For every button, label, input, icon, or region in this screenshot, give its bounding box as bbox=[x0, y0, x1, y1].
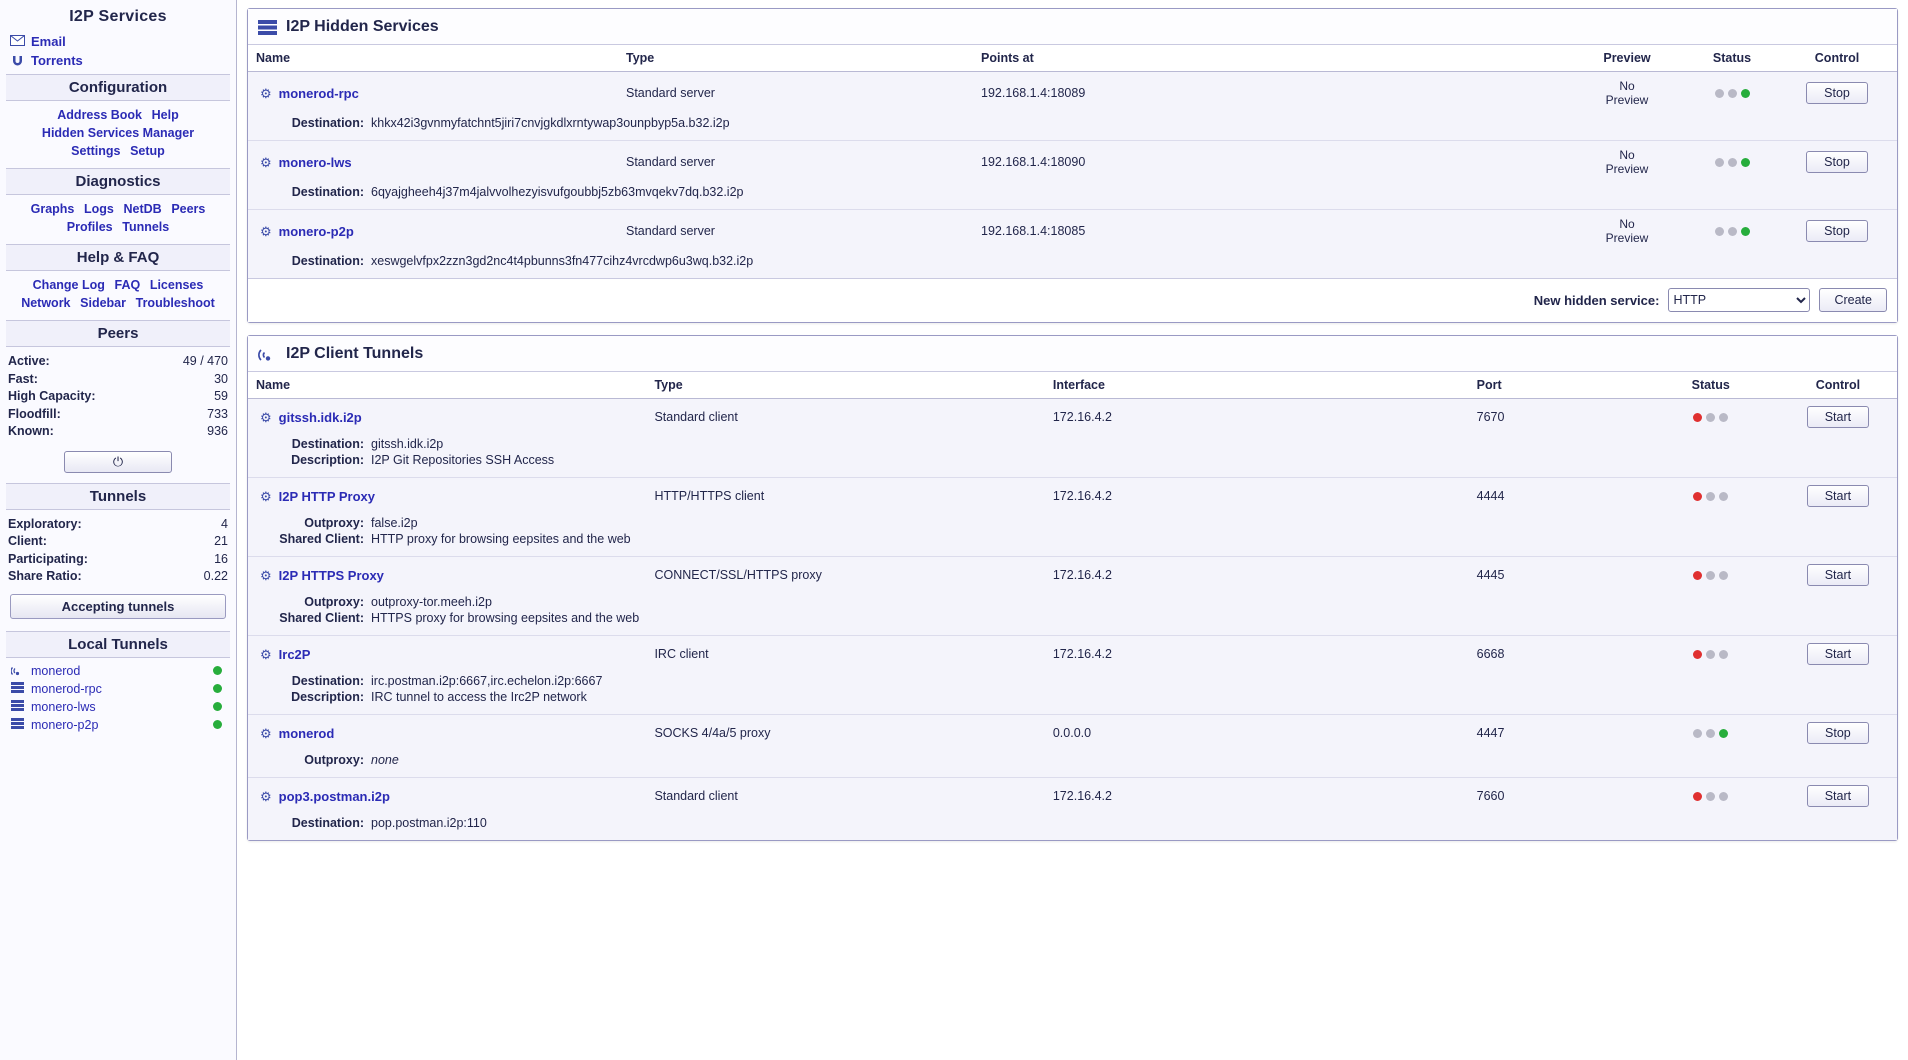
peers-row-fast bbox=[8, 371, 228, 389]
table-row-detail bbox=[248, 814, 1897, 840]
tunnels-stats-table bbox=[0, 514, 236, 588]
hidden-service-points-at: 192.168.1.4:18089 bbox=[973, 72, 1567, 115]
peers-row-known bbox=[8, 423, 228, 441]
status-dot bbox=[213, 684, 222, 693]
client-tunnel-interface: 0.0.0.0 bbox=[1045, 715, 1469, 752]
detail-key: Destination: bbox=[291, 816, 364, 830]
sidebar-heading-help-faq: Help & FAQ bbox=[6, 244, 230, 271]
signal-icon bbox=[258, 346, 277, 362]
tunnels-label-exploratory: Exploratory: bbox=[8, 516, 82, 531]
local-tunnel-monerod-rpc[interactable] bbox=[0, 680, 236, 698]
sidebar-heading-peers: Peers bbox=[6, 320, 230, 347]
client-tunnel-port: 6668 bbox=[1469, 636, 1643, 673]
sidebar-links-diagnostics bbox=[0, 199, 236, 240]
detail-key: Outproxy: bbox=[304, 516, 364, 530]
sidebar-item-troubleshoot[interactable]: Troubleshoot bbox=[135, 296, 215, 310]
power-icon: ⏻ bbox=[112, 453, 124, 469]
hidden-services-header-row bbox=[248, 45, 1897, 72]
sidebar-heading-diagnostics: Diagnostics bbox=[6, 168, 230, 195]
hidden-services-panel bbox=[247, 8, 1898, 323]
sidebar-item-torrents[interactable] bbox=[0, 51, 236, 70]
tunnels-value-exploratory: 4 bbox=[221, 516, 228, 531]
client-tunnel-port: 4445 bbox=[1469, 557, 1643, 594]
local-tunnel-label: monero-lws bbox=[31, 699, 96, 714]
table-row bbox=[248, 141, 1897, 184]
column-header-points-at: Points at bbox=[973, 45, 1567, 72]
detail-value: 6qyajgheeh4j37m4jalvvolhezyisvufgoubbj5zb63mvqekv7dq.b32.i2p bbox=[371, 185, 744, 199]
status-badge bbox=[1643, 399, 1779, 436]
create-button[interactable]: Create bbox=[1819, 288, 1887, 312]
local-tunnel-monerod[interactable] bbox=[0, 662, 236, 680]
hidden-service-name-cell bbox=[248, 141, 618, 184]
detail-value: HTTP proxy for browsing eepsites and the web bbox=[371, 532, 631, 546]
gear-icon[interactable]: ⚙ bbox=[260, 154, 272, 170]
table-row-detail bbox=[248, 672, 1897, 715]
sidebar-item-netdb[interactable]: NetDB bbox=[123, 202, 162, 216]
client-tunnel-type: CONNECT/SSL/HTTPS proxy bbox=[646, 557, 1044, 594]
sidebar-heading-local-tunnels: Local Tunnels bbox=[6, 631, 230, 658]
table-row bbox=[248, 636, 1897, 673]
detail-key: Destination: bbox=[291, 437, 364, 451]
server-icon bbox=[258, 20, 277, 35]
detail-key: Outproxy: bbox=[304, 595, 364, 609]
column-header-status: Status bbox=[1687, 45, 1777, 72]
detail-key: Shared Client: bbox=[279, 532, 364, 546]
detail-key: Description: bbox=[291, 453, 364, 467]
accepting-tunnels-button[interactable]: Accepting tunnels bbox=[10, 594, 226, 619]
client-tunnel-link[interactable]: I2P HTTP Proxy bbox=[278, 488, 375, 504]
sidebar-item-tunnels[interactable]: Tunnels bbox=[122, 220, 170, 234]
table-row bbox=[248, 778, 1897, 815]
tunnels-label-participating: Participating: bbox=[8, 551, 88, 566]
detail-value: khkx42i3gvnmyfatchnt5jiri7cnvjgkdlxrntywap3ounpbyp5a.b32.i2p bbox=[371, 116, 730, 130]
start-button[interactable]: Start bbox=[1807, 785, 1869, 807]
server-icon bbox=[10, 700, 25, 713]
magnet-icon bbox=[10, 54, 25, 67]
peers-label-high-capacity: High Capacity: bbox=[8, 389, 96, 403]
detail-value: xeswgelvfpx2zzn3gd2nc4t4pbunns3fn477cihz4vrcdwp6u3wq.b32.i2p bbox=[371, 254, 754, 268]
gear-icon[interactable]: ⚙ bbox=[260, 488, 272, 504]
new-hidden-service-select[interactable] bbox=[1668, 288, 1810, 312]
sidebar-item-graphs[interactable]: Graphs bbox=[30, 202, 75, 216]
client-tunnel-type: SOCKS 4/4a/5 proxy bbox=[646, 715, 1044, 752]
table-row bbox=[248, 399, 1897, 436]
detail-key: Destination: bbox=[291, 185, 364, 199]
detail-value: outproxy-tor.meeh.i2p bbox=[371, 595, 492, 609]
start-button[interactable]: Start bbox=[1807, 564, 1869, 586]
peers-row-floodfill bbox=[8, 406, 228, 424]
peers-row-active bbox=[8, 353, 228, 371]
column-header-control: Control bbox=[1779, 372, 1897, 399]
status-badge bbox=[1643, 478, 1779, 515]
stop-button[interactable]: Stop bbox=[1806, 82, 1868, 104]
client-tunnel-link[interactable]: monerod bbox=[278, 725, 335, 741]
detail-key: Destination: bbox=[291, 674, 364, 688]
table-row-detail bbox=[248, 183, 1897, 210]
table-row bbox=[248, 478, 1897, 515]
column-header-control: Control bbox=[1777, 45, 1897, 72]
sidebar-heading-configuration: Configuration bbox=[6, 74, 230, 101]
detail-value: HTTPS proxy for browsing eepsites and the web bbox=[371, 611, 640, 625]
status-dot bbox=[213, 720, 222, 729]
table-row bbox=[248, 557, 1897, 594]
client-tunnels-header-row bbox=[248, 372, 1897, 399]
peers-label-fast: Fast: bbox=[8, 371, 38, 386]
server-icon bbox=[10, 718, 25, 731]
peers-row-high-capacity bbox=[8, 388, 228, 406]
new-hidden-service-bar bbox=[248, 278, 1897, 322]
status-badge bbox=[1643, 715, 1779, 752]
client-tunnel-link[interactable]: I2P HTTPS Proxy bbox=[278, 567, 384, 583]
column-header-interface: Interface bbox=[1045, 372, 1469, 399]
local-tunnel-label: monerod-rpc bbox=[31, 681, 102, 696]
table-row bbox=[248, 210, 1897, 253]
gear-icon[interactable]: ⚙ bbox=[260, 567, 272, 583]
stop-button[interactable]: Stop bbox=[1807, 722, 1869, 744]
tunnels-row-client bbox=[8, 533, 228, 551]
status-badge bbox=[1643, 557, 1779, 594]
client-tunnel-interface: 172.16.4.2 bbox=[1045, 636, 1469, 673]
detail-value: I2P Git Repositories SSH Access bbox=[371, 453, 555, 467]
detail-value: IRC tunnel to access the Irc2P network bbox=[371, 690, 587, 704]
hidden-service-preview: No Preview bbox=[1567, 141, 1687, 184]
client-tunnel-port: 4444 bbox=[1469, 478, 1643, 515]
gear-icon[interactable]: ⚙ bbox=[260, 409, 272, 425]
sidebar-links-configuration bbox=[0, 105, 236, 164]
peers-value-floodfill: 733 bbox=[207, 406, 228, 421]
detail-value: gitssh.idk.i2p bbox=[371, 437, 444, 451]
sidebar-item-network[interactable]: Network bbox=[21, 296, 71, 310]
local-tunnel-label: monerod bbox=[31, 663, 81, 678]
detail-key: Shared Client: bbox=[279, 611, 364, 625]
table-row-detail bbox=[248, 751, 1897, 778]
client-tunnel-port: 4447 bbox=[1469, 715, 1643, 752]
column-header-port: Port bbox=[1469, 372, 1643, 399]
column-header-name: Name bbox=[248, 45, 618, 72]
hidden-service-link[interactable]: monerod-rpc bbox=[278, 85, 359, 101]
sidebar-item-logs[interactable]: Logs bbox=[84, 202, 114, 216]
tunnels-row-participating bbox=[8, 551, 228, 569]
sidebar-title: I2P Services bbox=[69, 8, 167, 25]
hidden-service-preview: No Preview bbox=[1567, 210, 1687, 253]
status-dot bbox=[213, 666, 222, 675]
local-tunnel-monero-p2p[interactable] bbox=[0, 716, 236, 734]
peers-stats-table bbox=[0, 351, 236, 443]
client-tunnel-port: 7660 bbox=[1469, 778, 1643, 815]
start-button[interactable]: Start bbox=[1807, 643, 1869, 665]
gear-icon[interactable]: ⚙ bbox=[260, 725, 272, 741]
client-tunnels-table bbox=[248, 372, 1897, 840]
sidebar-item-address-book[interactable]: Address Book bbox=[57, 108, 143, 122]
table-row-detail bbox=[248, 435, 1897, 478]
sidebar-item-licenses[interactable]: Licenses bbox=[149, 278, 204, 292]
sidebar-item-faq[interactable]: FAQ bbox=[114, 278, 141, 292]
detail-key: Destination: bbox=[291, 254, 364, 268]
tunnels-row-exploratory bbox=[8, 516, 228, 534]
power-button-wrap bbox=[0, 443, 236, 479]
client-tunnel-interface: 172.16.4.2 bbox=[1045, 399, 1469, 436]
new-hidden-service-label: New hidden service: bbox=[1533, 292, 1660, 308]
peers-value-known: 936 bbox=[207, 424, 228, 438]
detail-value: none bbox=[371, 753, 399, 767]
tunnels-label-share-ratio: Share Ratio: bbox=[8, 569, 82, 583]
status-badge bbox=[1687, 141, 1777, 184]
column-header-status: Status bbox=[1643, 372, 1779, 399]
column-header-type: Type bbox=[618, 45, 973, 72]
hidden-service-link[interactable]: monero-lws bbox=[278, 154, 352, 170]
sidebar-item-help[interactable]: Help bbox=[151, 108, 179, 122]
sidebar-item-change-log[interactable]: Change Log bbox=[32, 278, 105, 292]
peers-label-active: Active: bbox=[8, 354, 50, 368]
hidden-service-name-cell bbox=[248, 72, 618, 115]
table-row-detail bbox=[248, 114, 1897, 141]
client-tunnel-link[interactable]: Irc2P bbox=[278, 646, 311, 662]
start-button[interactable]: Start bbox=[1807, 485, 1869, 507]
client-tunnels-header bbox=[248, 336, 1897, 372]
stop-button[interactable]: Stop bbox=[1806, 220, 1868, 242]
sidebar-item-sidebar[interactable]: Sidebar bbox=[80, 296, 126, 310]
sidebar-link-email[interactable]: Email bbox=[31, 34, 66, 49]
hidden-service-preview: No Preview bbox=[1567, 72, 1687, 115]
detail-key: Destination: bbox=[291, 116, 364, 130]
hidden-service-name-cell bbox=[248, 210, 618, 253]
hidden-services-title: I2P Hidden Services bbox=[286, 18, 439, 35]
detail-key: Description: bbox=[291, 690, 364, 704]
peers-label-known: Known: bbox=[8, 424, 54, 438]
sidebar-item-profiles[interactable]: Profiles bbox=[66, 220, 113, 234]
client-tunnel-port: 7670 bbox=[1469, 399, 1643, 436]
server-icon bbox=[10, 682, 25, 695]
power-button[interactable] bbox=[64, 451, 172, 473]
hidden-services-header bbox=[248, 9, 1897, 45]
gear-icon[interactable]: ⚙ bbox=[260, 788, 272, 804]
sidebar-item-peers[interactable]: Peers bbox=[171, 202, 206, 216]
gear-icon[interactable]: ⚙ bbox=[260, 646, 272, 662]
status-badge bbox=[1643, 636, 1779, 673]
gear-icon[interactable]: ⚙ bbox=[260, 85, 272, 101]
start-button[interactable]: Start bbox=[1807, 406, 1869, 428]
table-row-detail bbox=[248, 514, 1897, 557]
peers-value-active: 49 / 470 bbox=[182, 354, 228, 368]
detail-value: irc.postman.i2p:6667,irc.echelon.i2p:6667 bbox=[371, 674, 603, 688]
table-row bbox=[248, 72, 1897, 115]
column-header-name: Name bbox=[248, 372, 646, 399]
client-tunnel-type: IRC client bbox=[646, 636, 1044, 673]
client-tunnel-type: HTTP/HTTPS client bbox=[646, 478, 1044, 515]
client-tunnel-link[interactable]: pop3.postman.i2p bbox=[278, 788, 390, 804]
sidebar-item-email[interactable] bbox=[0, 32, 236, 51]
mail-icon bbox=[10, 35, 25, 48]
client-tunnel-interface: 172.16.4.2 bbox=[1045, 557, 1469, 594]
client-tunnel-interface: 172.16.4.2 bbox=[1045, 778, 1469, 815]
detail-value: false.i2p bbox=[371, 516, 418, 530]
tunnels-value-share-ratio: 0.22 bbox=[203, 569, 228, 583]
status-badge bbox=[1687, 210, 1777, 253]
detail-value: pop.postman.i2p:110 bbox=[371, 816, 487, 830]
client-tunnels-title: I2P Client Tunnels bbox=[286, 345, 424, 362]
sidebar-item-setup[interactable]: Setup bbox=[130, 144, 165, 158]
table-row bbox=[248, 715, 1897, 752]
column-header-type: Type bbox=[646, 372, 1044, 399]
status-dot bbox=[213, 702, 222, 711]
tunnels-row-share-ratio bbox=[8, 568, 228, 586]
client-tunnels-panel bbox=[247, 335, 1898, 841]
sidebar bbox=[0, 0, 237, 1060]
column-header-preview: Preview bbox=[1567, 45, 1687, 72]
peers-value-high-capacity: 59 bbox=[214, 389, 228, 403]
hidden-services-table bbox=[248, 45, 1897, 278]
hidden-service-link[interactable]: monero-p2p bbox=[278, 223, 354, 239]
table-row-detail bbox=[248, 252, 1897, 278]
client-tunnel-type: Standard client bbox=[646, 399, 1044, 436]
client-tunnel-link[interactable]: gitssh.idk.i2p bbox=[278, 409, 362, 425]
tunnels-value-client: 21 bbox=[214, 534, 228, 548]
hidden-service-points-at: 192.168.1.4:18090 bbox=[973, 141, 1567, 184]
stop-button[interactable]: Stop bbox=[1806, 151, 1868, 173]
local-tunnel-monero-lws[interactable] bbox=[0, 698, 236, 716]
detail-key: Outproxy: bbox=[304, 753, 364, 767]
sidebar-item-settings[interactable]: Settings bbox=[71, 144, 121, 158]
sidebar-heading-tunnels: Tunnels bbox=[6, 483, 230, 510]
status-badge bbox=[1687, 72, 1777, 115]
peers-label-floodfill: Floodfill: bbox=[8, 406, 61, 421]
gear-icon[interactable]: ⚙ bbox=[260, 223, 272, 239]
tunnels-value-participating: 16 bbox=[214, 551, 228, 566]
signal-icon bbox=[10, 664, 25, 677]
hidden-service-type: Standard server bbox=[618, 72, 973, 115]
tunnels-label-client: Client: bbox=[8, 534, 47, 548]
client-tunnel-interface: 172.16.4.2 bbox=[1045, 478, 1469, 515]
status-badge bbox=[1643, 778, 1779, 815]
client-tunnel-type: Standard client bbox=[646, 778, 1044, 815]
hidden-service-points-at: 192.168.1.4:18085 bbox=[973, 210, 1567, 253]
local-tunnel-label: monero-p2p bbox=[31, 717, 99, 732]
accepting-tunnels-wrap bbox=[0, 588, 236, 627]
sidebar-links-help-faq bbox=[0, 275, 236, 316]
sidebar-link-torrents[interactable]: Torrents bbox=[31, 53, 83, 68]
table-row-detail bbox=[248, 593, 1897, 636]
main-content bbox=[237, 0, 1908, 1060]
hidden-service-type: Standard server bbox=[618, 141, 973, 184]
hidden-service-type: Standard server bbox=[618, 210, 973, 253]
sidebar-item-hidden-services-manager[interactable]: Hidden Services Manager bbox=[41, 126, 195, 140]
peers-value-fast: 30 bbox=[214, 371, 228, 386]
